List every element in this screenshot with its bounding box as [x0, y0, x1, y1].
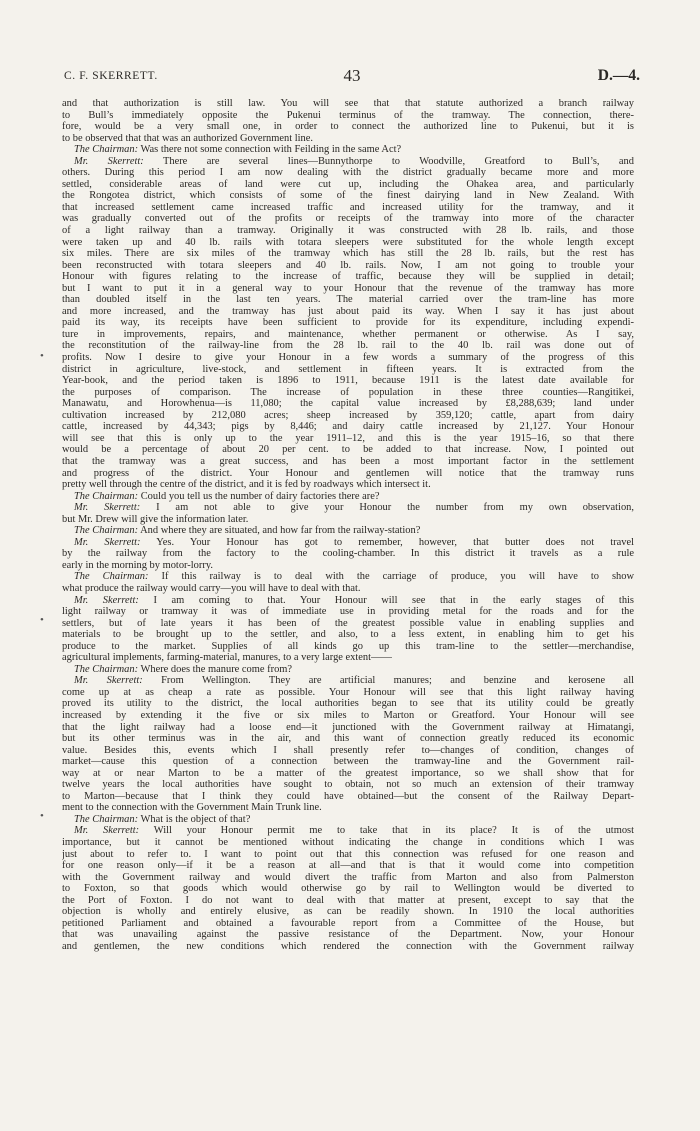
line-text: cattle, increased by 44,343; pigs by 8,446; and dairy cattle increased by 21,127. Your Honour [62, 421, 634, 433]
text-line [62, 745, 634, 757]
line-text: petitioned Parliament and obtained a favourable report from a Committee of the House, but [62, 917, 634, 929]
text-line [62, 398, 634, 410]
line-text: I am not able to give your Honour the number from my own observation, [140, 502, 634, 514]
speaker-name: Mr. Skerrett: [74, 155, 144, 167]
text-line [62, 225, 634, 237]
text-line [62, 213, 634, 225]
line-text: just about to refer to. I want to point out that this connection was refused for one reason and [62, 848, 634, 860]
header-speaker: C. F. SKERRETT. [64, 70, 158, 82]
line-text: than doubled itself in the last ten years. The material carried over the tram-line has more [62, 294, 634, 306]
text-line [62, 98, 634, 110]
line-text: Manawatu, and Horowhenua—is 11,080; the capital value increased by £8,288,639; land under [62, 398, 634, 410]
line-text: paid its way, its receipts have been sufficient to provide for its expenditure, including expendi- [62, 317, 634, 329]
line-text: I am coming to that. Your Honour will see that in the early stages of this [138, 594, 634, 606]
text-line [62, 571, 634, 583]
line-text: ment to the connection with the Government Main Trunk line. [62, 802, 322, 814]
text-line [62, 779, 634, 791]
speaker-name: The Chairman: [74, 525, 139, 537]
text-line [62, 525, 634, 537]
text-line [62, 722, 634, 734]
speaker-name: Mr. Skerrett: [74, 594, 139, 606]
line-text: but Mr. Drew will give the information later. [62, 513, 249, 525]
speaker-name: The Chairman: [74, 490, 139, 502]
text-line [62, 294, 634, 306]
line-text: pretty well through the centre of the district, and it is fed by roadways which intersect it. [62, 479, 431, 491]
text-line [62, 618, 634, 630]
text-line [62, 768, 634, 780]
line-text: the Port of Foxton. I do not want to deal with that matter at present, except to say that the [62, 894, 634, 906]
text-line [62, 502, 634, 514]
text-line [62, 479, 634, 491]
line-text: of a light railway than a tramway. Originally it was constructed with 28 lb. rails, and those [62, 225, 634, 237]
line-text: Yes. Your Honour has got to remember, however, that butter does not travel [140, 536, 634, 548]
text-line [62, 883, 634, 895]
margin-mark: • [40, 810, 44, 822]
line-text: the reconstitution of the railway-line from the 28 lb. rail to the 40 lb. rail was done out of [62, 340, 634, 352]
margin-mark: • [40, 614, 44, 626]
text-line [62, 352, 634, 364]
text-line [62, 387, 634, 399]
line-text: that the tramway was a great success, and has been a most important factor in the settlement [62, 455, 634, 467]
line-text: but its other terminus was in the air, and this want of connection greatly reduced its economic [62, 733, 634, 745]
text-line [62, 698, 634, 710]
line-text: and that authorization is still law. You will see that that statute authorized a branch railway [62, 98, 634, 109]
text-line [62, 595, 634, 607]
line-text: would be a percentage of about 20 per cent. to be added to that increase. Now, I pointed out [62, 444, 634, 456]
line-text: district in agriculture, live-stock, and settlement in fifteen years. It is extracted from the [62, 363, 634, 375]
text-line [62, 687, 634, 699]
text-line [62, 237, 634, 249]
line-text: There are several lines—Bunnythorpe to Woodville, Greatford to Bull’s, and [143, 155, 634, 167]
speaker-name: Mr. Skerrett: [74, 536, 141, 548]
line-text: and progress of the district. Your Honour and gentlemen will notice that the tramway runs [62, 467, 634, 479]
text-line [62, 468, 634, 480]
speaker-name: Mr. Skerrett: [74, 675, 143, 687]
line-text: will see that this is only up to the year 1911–12, and this is the year 1915–16, so that there [62, 432, 634, 444]
text-line [62, 133, 634, 145]
line-text: been reconstructed with totara sleepers and 40 lb. rails. Now, I am not going to trouble your [62, 259, 634, 271]
text-line [62, 248, 634, 260]
text-line [62, 121, 634, 133]
text-line [62, 433, 634, 445]
text-line [62, 156, 634, 168]
line-text: profits. Now I desire to give your Honour in a few words a summary of the progress of this [62, 352, 634, 364]
line-text: objection is wholly and entirely elusive, as can be readily shown. In 1910 the local authorities [62, 906, 634, 918]
text-line [62, 167, 634, 179]
text-line [62, 340, 634, 352]
text-line [62, 444, 634, 456]
document-reference: D.—4. [597, 67, 640, 84]
text-line [62, 733, 634, 745]
text-line [62, 756, 634, 768]
line-text: and more increased, and the tramway has just about paid its way. When I say it has just about [62, 305, 634, 317]
text-line [62, 825, 634, 837]
line-text: market—cause this question of a connection between the tramway-line and the Government rail- [62, 756, 634, 768]
line-text: Will your Honour permit me to take that in its place? It is of the utmost [139, 825, 634, 837]
text-line [62, 491, 634, 503]
line-text: value. Besides this, events which I shall presently refer to—changes of condition, changes of [62, 744, 634, 756]
text-line [62, 514, 634, 526]
line-text: produce to the market. Supplies of all kinds go up this tram-line to the settler—merchandise, [62, 640, 634, 652]
text-line [62, 583, 634, 595]
line-text: the Rongotea district, which consists of some of the finest dairying land in New Zealand. With [62, 190, 634, 202]
page-number: 43 [343, 66, 361, 85]
line-text: the purposes of comparison. The increase of population in these three counties—Rangitikei, [62, 386, 634, 398]
line-text: agricultural implements, farming-material, manures, to a very large extent—— [62, 652, 392, 664]
line-text: materials to be brought up to the settler, and also, to a less extent, in enabling him to get his [62, 629, 634, 641]
text-line [62, 329, 634, 341]
text-line [62, 456, 634, 468]
text-line [62, 941, 634, 953]
text-line [62, 860, 634, 872]
line-text: And where they are situated, and how far from the railway-station? [138, 525, 421, 537]
text-line [62, 144, 634, 156]
text-line [62, 641, 634, 653]
speaker-name: Mr. Skerrett: [74, 502, 141, 514]
line-text: ture in improvements, repairs, and maintenance, whether permanent or otherwise. As I say, [62, 328, 634, 340]
line-text: others. During this period I am now dealing with the district gradually became more and more [62, 167, 634, 179]
text-line [62, 849, 634, 861]
text-line [62, 375, 634, 387]
text-line [62, 179, 634, 191]
text-line [62, 306, 634, 318]
text-line [62, 710, 634, 722]
text-line [62, 814, 634, 826]
line-text: and gentlemen, the new conditions which rendered the connection with the Government railway [62, 940, 634, 952]
text-line [62, 675, 634, 687]
text-line [62, 802, 634, 814]
text-line [62, 421, 634, 433]
text-line [62, 791, 634, 803]
text-line [62, 652, 634, 664]
text-line [62, 271, 634, 283]
line-text: cultivation increased by 212,080 acres; sheep increased by 359,120; cattle, apart from dairy [62, 409, 634, 421]
line-text: Honour with figures relating to the increase of traffic, because they will be supplied in detail; [62, 271, 634, 283]
text-line [62, 837, 634, 849]
line-text: settled, considerable areas of land were cut up, including the Ohakea area, and particularly [62, 178, 634, 190]
line-text: what produce the railway would carry—you will have to deal with that. [62, 582, 361, 594]
speaker-name: The Chairman: [74, 144, 139, 156]
text-line [62, 110, 634, 122]
page-header [64, 66, 640, 88]
text-line [62, 283, 634, 295]
line-text: that increased settlement came increased traffic and increased utility for the tramway, and it [62, 201, 634, 213]
line-text: Could you tell us the number of dairy factories there are? [138, 490, 380, 502]
line-text: fore, would be a very small one, in order to connect the authorized line to Pukenui, but it is [62, 121, 634, 133]
text-line [62, 190, 634, 202]
line-text: for one reason only—if it be a reason at all—and that is that it would come into competition [62, 860, 634, 872]
line-text: that the light railway had a loose end—it junctioned with the Government railway at Himatangi, [62, 721, 634, 733]
text-line [62, 929, 634, 941]
text-line [62, 918, 634, 930]
line-text: Was there not some connection with Feilding in the same Act? [138, 144, 402, 156]
text-line [62, 664, 634, 676]
line-text: twelve years the local authorities have sought to obtain, not so much an extension of their tramway [62, 779, 634, 791]
text-line [62, 548, 634, 560]
text-line [62, 606, 634, 618]
text-line [62, 895, 634, 907]
text-line [62, 537, 634, 549]
line-text: early in the morning by motor-lorry. [62, 559, 214, 571]
line-text: by the railway from the factory to the cooling-chamber. In this district it travels as a rule [62, 548, 634, 560]
line-text: From Wellington. They are artificial manures; and benzine and kerosene all [142, 675, 634, 687]
line-text: with the Government railway and would divert the traffic from Marton and also from Palmerston [62, 871, 634, 883]
line-text: to Foxton, so that goods which would otherwise go by rail to Wellington would be diverted to [62, 883, 634, 895]
speaker-name: The Chairman: [74, 571, 149, 583]
line-text: proved its utility to the district, the local authorities began to see that its utility could be greatly [62, 698, 634, 710]
line-text: What is the object of that? [138, 813, 251, 825]
text-line [62, 872, 634, 884]
line-text: but I want to put it in a general way to your Honour that the revenue of the tramway has more [62, 282, 634, 294]
speaker-name: The Chairman: [74, 663, 139, 675]
text-line [62, 410, 634, 422]
margin-mark: • [40, 350, 44, 362]
line-text: to Bull’s immediately opposite the Pukenui terminus of the tramway. The connection, there- [62, 109, 634, 121]
text-line [62, 364, 634, 376]
line-text: to Marton—because that I think they could have obtained—but the consent of the Railway Depart- [62, 790, 634, 802]
text-line [62, 629, 634, 641]
line-text: light railway or tramway it was of immediate use in providing metal for the roads and for the [62, 606, 634, 618]
line-text: that was unavailing against the passive resistance of the Department. Now, your Honour [62, 929, 634, 941]
transcript-body [62, 98, 634, 952]
text-line [62, 906, 634, 918]
line-text: come up at as cheap a rate as possible. Your Honour will see that this light railway having [62, 686, 634, 698]
line-text: Where does the manure come from? [138, 663, 293, 675]
line-text: were taken up and 40 lb. rails with totara sleepers were substituted for the whole length except [62, 236, 634, 248]
line-text: way at or near Marton to be a matter of the greatest importance, so we shall show that for [62, 767, 634, 779]
line-text: If this railway is to deal with the carriage of produce, you will have to show [148, 571, 634, 583]
line-text: settlers, but of late years it has been of the greatest possible value in enabling supplies and [62, 617, 634, 629]
speaker-name: The Chairman: [74, 813, 139, 825]
text-line [62, 202, 634, 214]
line-text: six miles. There are six miles of the tramway which has still the 28 lb. rails, but the rest has [62, 248, 634, 260]
line-text: increased by extending it the five or six miles to Marton or Greatford. Your Honour will see [62, 709, 634, 721]
line-text: was gradually converted out of the profits or receipts of the tramway into more of the character [62, 213, 634, 225]
speaker-name: Mr. Skerrett: [74, 825, 140, 837]
line-text: Year-book, and the period taken is 1896 to 1911, because 1911 is the latest date available for [62, 375, 634, 387]
text-line [62, 560, 634, 572]
text-line [62, 317, 634, 329]
line-text: to be observed that that was an authorized Government line. [62, 132, 313, 144]
line-text: importance, but it cannot be mentioned without indicating the change in conditions which I was [62, 837, 634, 848]
text-line [62, 260, 634, 272]
